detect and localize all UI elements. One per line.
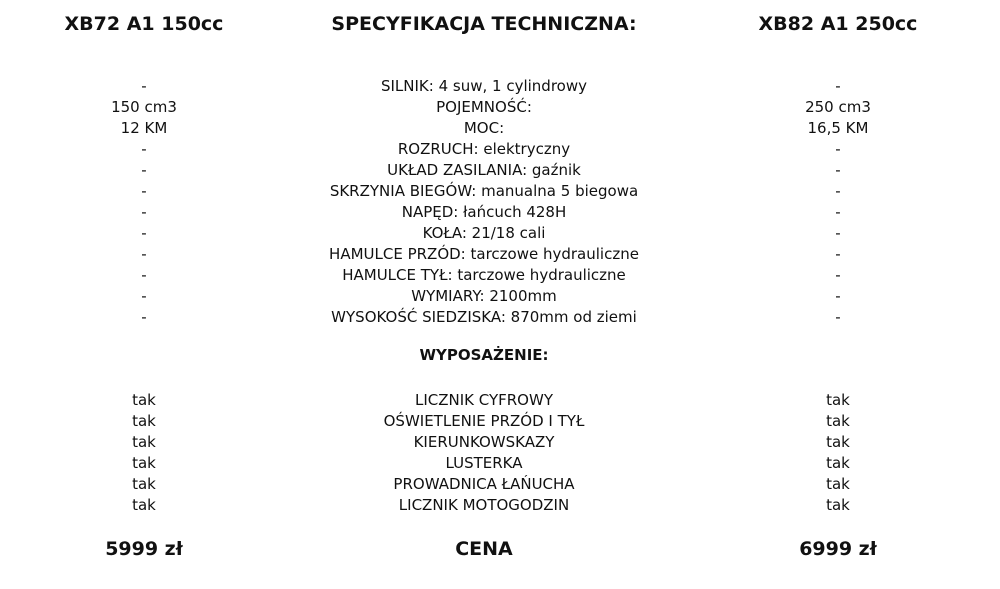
spec-label: HAMULCE PRZÓD: tarczowe hydrauliczne [329,245,639,263]
equipment-left-value: tak [132,454,156,472]
spec-row [0,223,1000,244]
spec-right-value: - [835,182,841,200]
spec-title: SPECYFIKACJA TECHNICZNA: [331,13,637,35]
price-row [0,538,1000,568]
spec-row [0,202,1000,223]
spec-label: MOC: [463,119,505,137]
spec-row [0,181,1000,202]
equipment-right-value: tak [826,412,850,430]
spec-left-value: - [141,266,147,284]
spec-left-value: 12 KM [120,119,168,137]
spec-right-value: - [835,140,841,158]
spec-row [0,97,1000,118]
right-model-title: XB82 A1 250cc [758,13,918,35]
header-row [0,10,1000,42]
spec-label: NAPĘD: łańcuch 428H [401,203,567,221]
spec-table [0,76,1000,328]
spec-label: UKŁAD ZASILANIA: gaźnik [387,161,581,179]
spec-left-value: - [141,287,147,305]
spec-right-value: - [835,77,841,95]
equipment-left-value: tak [132,475,156,493]
price-label: CENA [455,538,513,560]
equipment-row [0,390,1000,411]
spec-row [0,76,1000,97]
spec-label: WYSOKOŚĆ SIEDZISKA: 870mm od ziemi [331,308,637,326]
equipment-row [0,474,1000,495]
spec-left-value: - [141,245,147,263]
equipment-title: WYPOSAŻENIE: [419,346,549,364]
right-price: 6999 zł [799,538,877,560]
equipment-row [0,453,1000,474]
spec-right-value: - [835,266,841,284]
equipment-right-value: tak [826,475,850,493]
equipment-left-value: tak [132,412,156,430]
equipment-row [0,432,1000,453]
spec-row [0,286,1000,307]
spec-right-value: 250 cm3 [805,98,871,116]
spec-row [0,118,1000,139]
left-price: 5999 zł [105,538,183,560]
spec-label: ROZRUCH: elektryczny [397,140,571,158]
equipment-label: KIERUNKOWSKAZY [413,433,555,451]
spec-label: SILNIK: 4 suw, 1 cylindrowy [380,77,587,95]
spec-right-value: - [835,161,841,179]
equipment-left-value: tak [132,433,156,451]
equipment-label: LICZNIK MOTOGODZIN [398,496,570,514]
equipment-left-value: tak [132,496,156,514]
spec-left-value: - [141,77,147,95]
equipment-right-value: tak [826,433,850,451]
spec-right-value: - [835,245,841,263]
spec-left-value: - [141,182,147,200]
spec-row [0,139,1000,160]
spec-label: WYMIARY: 2100mm [411,287,557,305]
spec-right-value: - [835,224,841,242]
spec-right-value: - [835,308,841,326]
spec-label: POJEMNOŚĆ: [436,98,532,116]
equipment-table [0,390,1000,516]
spec-right-value: - [835,287,841,305]
equipment-row [0,495,1000,516]
spec-left-value: - [141,203,147,221]
left-model-title: XB72 A1 150cc [64,13,224,35]
spec-right-value: 16,5 KM [807,119,869,137]
spec-left-value: - [141,161,147,179]
spec-row [0,307,1000,328]
equipment-label: LUSTERKA [445,454,523,472]
equipment-label: PROWADNICA ŁAŃUCHA [393,475,575,493]
spec-row [0,265,1000,286]
spec-label: KOŁA: 21/18 cali [422,224,546,242]
spec-label: HAMULCE TYŁ: tarczowe hydrauliczne [342,266,626,284]
spec-right-value: - [835,203,841,221]
spec-left-value: 150 cm3 [111,98,177,116]
equipment-row [0,411,1000,432]
equipment-right-value: tak [826,496,850,514]
equipment-label: LICZNIK CYFROWY [414,391,553,409]
spec-left-value: - [141,308,147,326]
spec-left-value: - [141,140,147,158]
equipment-left-value: tak [132,391,156,409]
equipment-right-value: tak [826,391,850,409]
spec-row [0,244,1000,265]
spec-label: SKRZYNIA BIEGÓW: manualna 5 biegowa [329,182,639,200]
equipment-label: OŚWIETLENIE PRZÓD I TYŁ [383,412,585,430]
spec-row [0,160,1000,181]
spec-left-value: - [141,224,147,242]
equipment-right-value: tak [826,454,850,472]
